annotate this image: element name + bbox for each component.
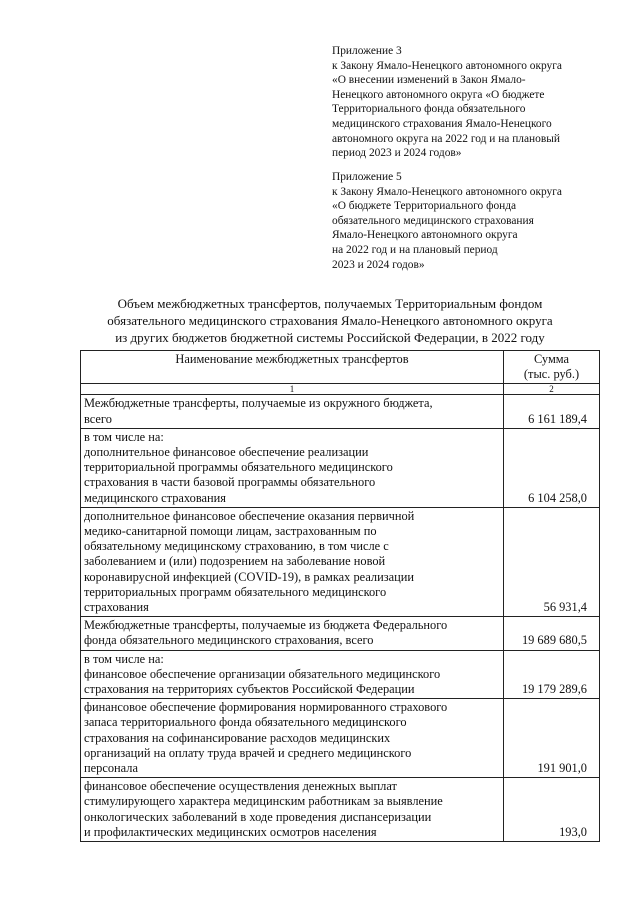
row-description-line: дополнительное финансовое обеспечение реализации: [84, 445, 369, 460]
row-description-line: в том числе на:: [84, 651, 164, 666]
row-description-line: финансовое обеспечение формирования нормированного страхового: [84, 700, 448, 715]
header-amount-label: Сумма: [533, 352, 570, 366]
row-description-line: запаса территориального фонда обязательного медицинского: [84, 715, 407, 730]
title-line: обязательного медицинского страхования Ямало-Ненецкого автономного округа: [107, 313, 553, 328]
appendix-3-line: автономного округа на 2022 год и на плановый: [332, 132, 560, 145]
document-title: [60, 295, 600, 346]
appendix-3-line: период 2023 и 2024 годов»: [332, 147, 462, 160]
row-description-line: всего: [84, 411, 112, 426]
header-name-label: Наименование межбюджетных трансфертов: [175, 352, 409, 366]
row-description-line: территориальных программ обязательного медицинского: [84, 584, 387, 599]
table-row: [81, 650, 600, 699]
row-amount: 6 161 189,4: [504, 395, 600, 428]
table-body: [81, 395, 600, 842]
row-description-line: дополнительное финансовое обеспечение оказания первичной: [84, 508, 415, 523]
appendix-3-line: Ненецкого автономного округа «О бюджете: [332, 88, 545, 101]
row-description: [81, 428, 504, 507]
row-description-line: организаций на оплату труда врачей и среднего медицинского: [84, 745, 412, 760]
appendix-5-note: [332, 170, 632, 272]
table-row: [81, 778, 600, 842]
row-amount: 19 179 289,6: [504, 650, 600, 699]
row-description-line: страхования на территориях субъектов Российской Федерации: [84, 682, 415, 697]
row-description-line: медико-санитарной помощи лицам, застрахованным по: [84, 524, 377, 539]
row-amount: 6 104 258,0: [504, 428, 600, 507]
row-description-line: обязательному медицинскому страхованию, в том числе с: [84, 539, 389, 554]
row-description-line: финансовое обеспечение организации обязательного медицинского: [84, 666, 441, 681]
row-description-line: онкологических заболеваний в ходе проведения диспансеризации: [84, 809, 432, 824]
table-row: [81, 617, 600, 650]
row-amount: 19 689 680,5: [504, 617, 600, 650]
header-name-cell: [81, 351, 504, 384]
table-row: [81, 507, 600, 616]
row-description-line: стимулирующего характера медицинским работникам за выявление: [84, 794, 443, 809]
row-description-line: страхования: [84, 600, 149, 615]
appendix-5-line: 2023 и 2024 годов»: [332, 258, 425, 271]
row-amount: 193,0: [504, 778, 600, 842]
row-description: [81, 699, 504, 778]
row-description-line: персонала: [84, 761, 138, 776]
appendix-5-line: к Закону Ямало-Ненецкого автономного округа: [332, 185, 562, 198]
table-row: [81, 699, 600, 778]
appendix-5-line: обязательного медицинского страхования: [332, 214, 534, 227]
row-amount: 191 901,0: [504, 699, 600, 778]
row-description: [81, 395, 504, 428]
table-row: [81, 428, 600, 507]
row-description-line: заболеванием и (или) подозрением на заболевание новой: [84, 554, 386, 569]
row-description-line: страхования на софинансирование расходов медицинских: [84, 730, 391, 745]
row-description-line: территориальной программы обязательного медицинского: [84, 460, 393, 475]
header-amount-cell: [504, 351, 600, 384]
appendix-3-line: к Закону Ямало-Ненецкого автономного округа: [332, 59, 562, 72]
row-description-line: коронавирусной инфекцией (COVID-19), в рамках реализации: [84, 569, 415, 584]
appendix-5-line: «О бюджете Территориального фонда: [332, 200, 517, 213]
row-amount: 56 931,4: [504, 507, 600, 616]
column-number-row: [81, 384, 600, 395]
appendix-3-line: Территориального фонда обязательного: [332, 103, 526, 116]
row-description-line: в том числе на:: [84, 429, 164, 444]
appendix-5-line: Ямало-Ненецкого автономного округа: [332, 229, 518, 242]
row-description-line: страхования в части базовой программы обязательного: [84, 475, 376, 490]
row-description-line: Межбюджетные трансферты, получаемые из окружного бюджета,: [84, 396, 433, 411]
row-description-line: фонда обязательного медицинского страхования, всего: [84, 633, 374, 648]
row-description: [81, 778, 504, 842]
title-line: Объем межбюджетных трансфертов, получаемых Территориальным фондом: [117, 296, 543, 311]
table-row: [81, 395, 600, 428]
appendix-5-line: Приложение 5: [332, 171, 402, 183]
appendix-3-note: [332, 44, 632, 161]
row-description-line: и профилактических медицинских осмотров населения: [84, 824, 377, 839]
header-amount-unit: (тыс. руб.): [523, 367, 580, 382]
row-description: [81, 650, 504, 699]
column-number: 2: [504, 384, 600, 395]
row-description: [81, 617, 504, 650]
row-description-line: финансовое обеспечение осуществления денежных выплат: [84, 779, 397, 794]
table-header-row: [81, 351, 600, 384]
appendix-3-line: медицинского страхования Ямало-Ненецкого: [332, 117, 552, 130]
appendix-3-line: «О внесении изменений в Закон Ямало-: [332, 74, 526, 87]
title-line: из других бюджетов бюджетной системы Российской Федерации, в 2022 году: [115, 330, 545, 345]
transfers-table: [80, 350, 600, 842]
row-description: [81, 507, 504, 616]
appendix-3-line: Приложение 3: [332, 45, 402, 57]
appendix-5-line: на 2022 год и на плановый период: [332, 243, 498, 256]
row-description-line: Межбюджетные трансферты, получаемые из бюджета Федерального: [84, 618, 448, 633]
column-number: 1: [81, 384, 504, 395]
row-description-line: медицинского страхования: [84, 490, 226, 505]
